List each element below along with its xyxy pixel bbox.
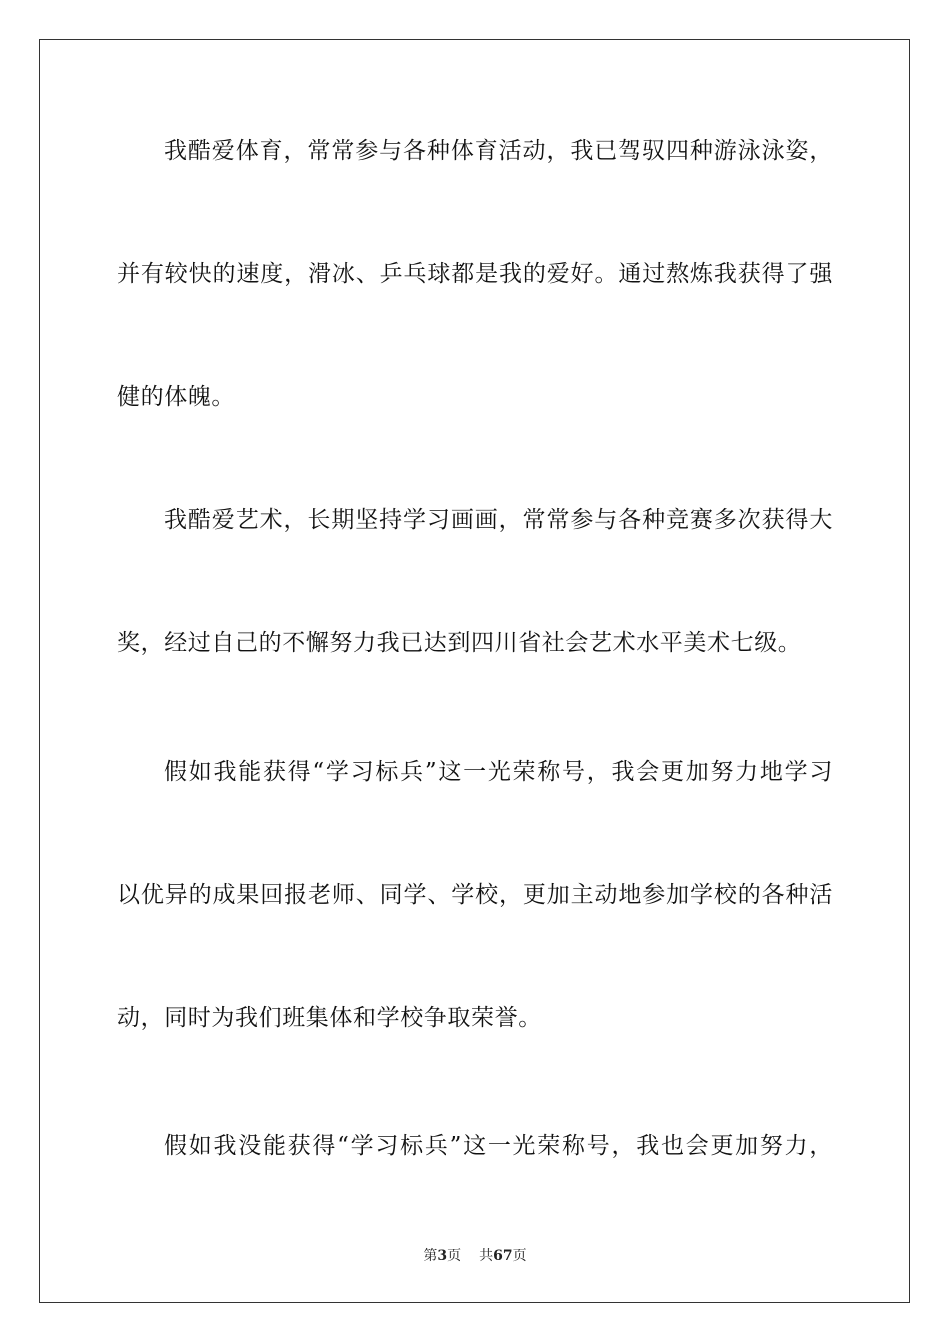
paragraph-line: 我酷爱体育，常常参与各种体育活动，我已驾驭四种游泳泳姿， <box>164 138 833 164</box>
page-suffix: 页 <box>447 1248 462 1264</box>
page-footer <box>0 1247 950 1265</box>
paragraph-line: 我酷爱艺术，长期坚持学习画画，常常参与各种竞赛多次获得大 <box>164 507 833 533</box>
paragraph-line: 并有较快的速度，滑冰、乒乓球都是我的爱好。通过熬炼我获得了强 <box>117 261 833 287</box>
paragraph-line: 奖，经过自己的不懈努力我已达到四川省社会艺术水平美术七级。 <box>117 630 802 656</box>
total-prefix: 共 <box>479 1248 494 1264</box>
paragraph-line: 动，同时为我们班集体和学校争取荣誉。 <box>117 1005 542 1031</box>
paragraph-line: 假如我没能获得“学习标兵”这一光荣称号，我也会更加努力， <box>164 1133 833 1159</box>
total-pages: 67 <box>493 1248 513 1264</box>
page-prefix: 第 <box>423 1248 438 1264</box>
paragraph-line: 以优异的成果回报老师、同学、学校，更加主动地参加学校的各种活 <box>117 882 833 908</box>
total-suffix: 页 <box>512 1248 527 1264</box>
paragraph-line: 健的体魄。 <box>117 384 235 410</box>
page-border <box>39 39 910 1303</box>
page-number: 3 <box>437 1248 448 1264</box>
paragraph-line: 假如我能获得“学习标兵”这一光荣称号，我会更加努力地学习 <box>164 759 833 785</box>
